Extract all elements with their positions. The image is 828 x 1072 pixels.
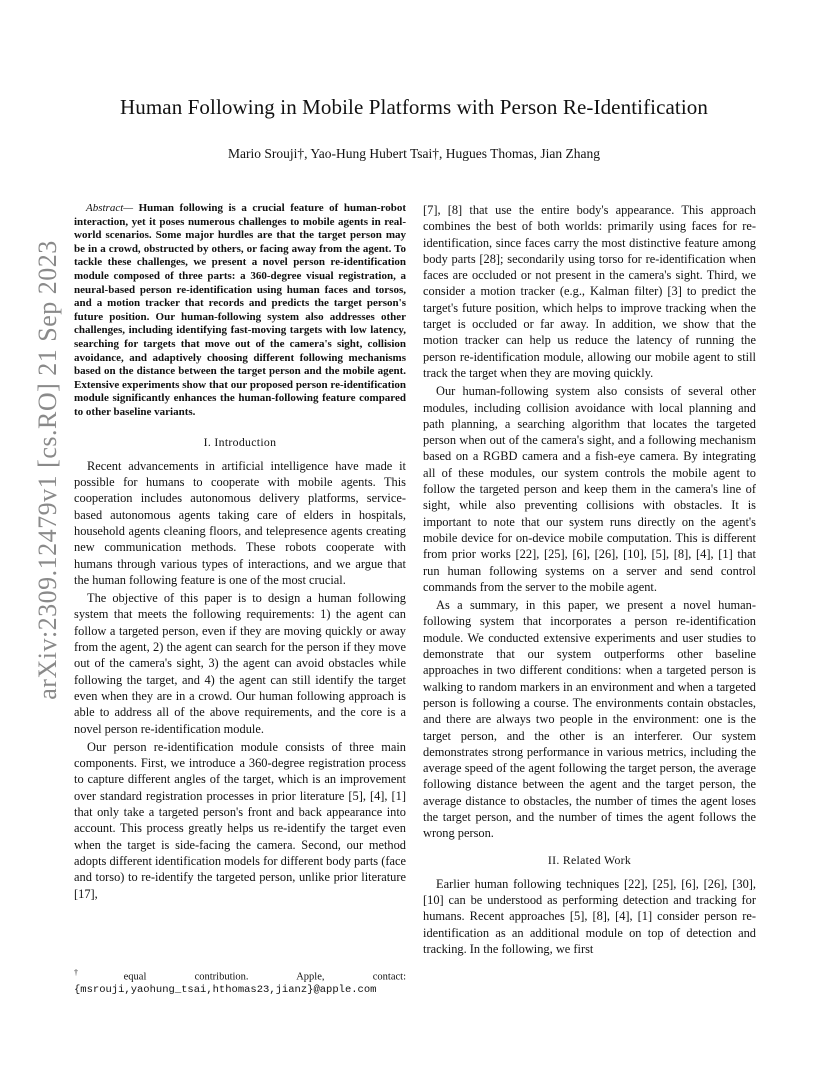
footnote-mark: † [74, 968, 124, 977]
author-list: Mario Srouji†, Yao-Hung Hubert Tsai†, Hugues Thomas, Jian Zhang [227, 146, 601, 161]
intro-paragraph-3: Our person re-identification module consists of three main components. First, we introduce a 360-degree registration process to capture different angles of the target, which is an improvement over standard registration processes in prior literature [5], [4], [1] that only take a targeted person's front and back appearance into account. This process greatly helps us re-identify the target even when the target is side-facing the camera. Second, our method adopts different identification models for different body parts (face and torso) to re-identify the targeted person, unlike prior literature [17], [74, 739, 406, 901]
footnote-line-1 [74, 966, 406, 984]
related-work-paragraph-1: Earlier human following techniques [22], [25], [6], [26], [30], [10] can be understood as performing detection and tracking for humans. Recent approaches [5], [8], [4], [1] consider person re-identification as an additional module on top of detection and tracking. In the following, we first [423, 876, 756, 957]
paper-title: Human Following in Mobile Platforms with Person Re-Identification [119, 95, 709, 119]
abstract [74, 202, 406, 420]
section-heading-related-work: II. Related Work [547, 852, 632, 867]
arxiv-sidebar-stamp: arXiv:2309.12479v1 [cs.RO] 21 Sep 2023 [33, 240, 62, 700]
abstract-text: Human following is a crucial feature of human-robot interaction, yet it poses numerous challenges to mobile agents in real-world scenarios. Some major hurdles are that the target person may be in a crowd, obstructed by others, or facing away from the agent. To tackle these challenges, we present a novel person re-identification module composed of three parts: a 360-degree visual registration, a neural-based person re-identification using human faces and torsos, and a motion tracker that records and predicts the target person's future position. Our human-following system also addresses other challenges, including identifying fast-moving targets with low latency, searching for targets that move out of the camera's sight, collision avoidance, and adaptively choosing different following mechanisms based on the distance between the target person and the mobile agent. Extensive experiments show that our proposed person re-identification module significantly enhances the human-following feature compared to other baseline variants. [74, 202, 406, 418]
intro-paragraph-2: The objective of this paper is to design a human following system that meets the following requirements: 1) the agent can follow a targeted person, even if they are moving quickly or away from the agent, 2) the agent can search for the person if they move out of the camera's sight, 3) the agent can avoid obstacles while following the target, and 4) the agent can still identify the target even when they are in a crowd. Our human following approach is able to address all of the above requirements, and the core is a novel person re-identification module. [74, 591, 406, 736]
intro-paragraph-1: Recent advancements in artificial intelligence have made it possible for humans to cooperate with mobile agents. This cooperation includes autonomous delivery platforms, service-based autonomous agents taking care of elders in hospitals, household agents cleaning floors, and telepresence agents creating new communication methods. These robots cooperate with humans through various types of interactions, and we argue that the human following feature is one of the most crucial. [74, 458, 406, 587]
footnote [74, 966, 406, 997]
right-column [423, 202, 756, 959]
intro-paragraph-5: As a summary, in this paper, we present a novel human-following system that incorporates a person re-identification module. We conducted extensive experiments and user studies to demonstrate that our system outperforms other baseline approaches in two different conditions: when a targeted person is walking to random markers in an environment and when a targeted person is following a course. The environments contain obstacles, and there are always two people in the environment: one is the target person, and the other is an interferer. Our system demonstrates strong performance in various metrics, including the average speed of the agent following the target person, the average following distance between the agent and the target person, the average distance to obstacles, the number of times the agent loses the target person, and the number of times the agent follows the wrong person. [423, 598, 756, 841]
abstract-lead: Abstract— [86, 202, 134, 214]
left-column [74, 202, 406, 904]
footnote-text: equal contribution. Apple, contact: [123, 971, 406, 983]
intro-paragraph-3-continued: [7], [8] that use the entire body's appearance. This approach combines the best of both worlds: primarily using faces for re-identification, since faces carry the most distinctive feature among body parts [28]; secondarily using torso for re-identification when faces are occluded or not present in the camera's sight. Third, we consider a motion tracker (e.g., Kalman filter) [3] to predict the target's future position, which helps to improve tracking when the target is occluded or far away. In addition, we show that the motion tracker can help us reduce the latency of running the person re-identification module, allowing our mobile agent to still track the target when they are moving quickly. [423, 203, 756, 380]
section-heading-introduction: I. Introduction [203, 434, 277, 449]
intro-paragraph-4: Our human-following system also consists of several other modules, including collision avoidance with local planning and path planning, a searching algorithm that locates the targeted person when out of the camera's sight, and a following mechanism based on a RGBD camera and a fish-eye camera. By integrating all of these modules, our system controls the mobile agent to follow the targeted person and keep them in the camera's line of sight, while also preventing collisions with obstacles. It is important to note that our system runs directly on the agent's mobile device for on-device mobile computation. This is different from prior works [22], [25], [6], [26], [10], [5], [8], [4], [1] that run human following systems on a server and send control commands from the server to the mobile agent. [423, 384, 756, 594]
footnote-contact-emails: {msrouji,yaohung_tsai,hthomas23,jianz}@apple.com [74, 983, 377, 996]
